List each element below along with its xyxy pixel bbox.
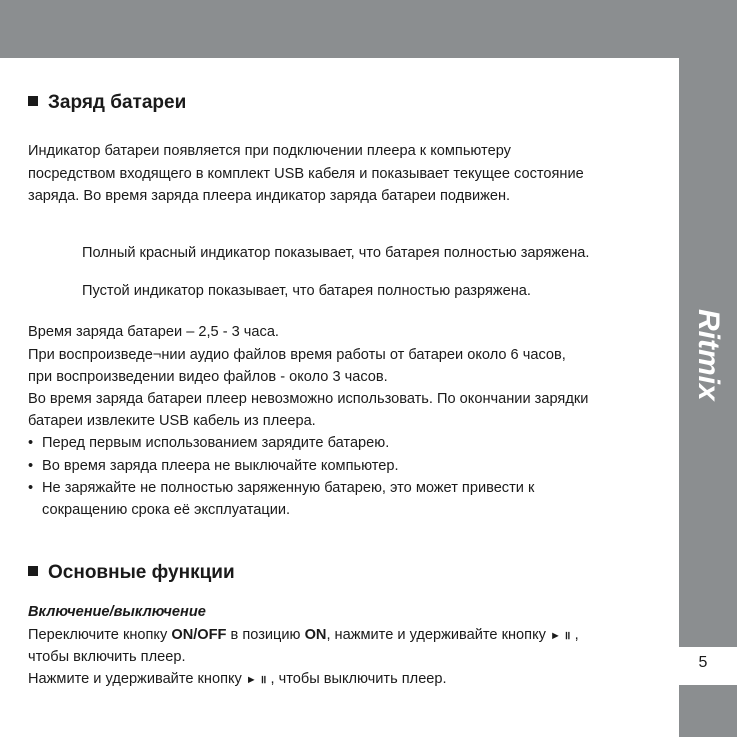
brand-text: Ritmix bbox=[692, 309, 725, 401]
indicator-full-text: Полный красный индикатор показывает, что батарея полностью заряжена. bbox=[82, 245, 590, 261]
page-number-box bbox=[679, 647, 737, 685]
bullet-dot-icon: • bbox=[28, 458, 34, 474]
subsection-title: Включение/выключение bbox=[28, 604, 206, 620]
paragraph-line: заряда. Во время заряда плеера индикатор заряда батареи подвижен. bbox=[28, 188, 511, 204]
list-item-continuation: сокращению срока её эксплуатации. bbox=[42, 502, 291, 518]
paragraph-line: При воспроизведе¬нии аудио файлов время работы от батареи около 6 часов, bbox=[28, 347, 566, 363]
square-bullet-icon bbox=[28, 566, 38, 576]
list-item: • Во время заряда плеера не выключайте компьютер. bbox=[28, 458, 399, 474]
list-item: • Не заряжайте не полностью заряженную батарею, это может привести к bbox=[28, 480, 535, 496]
paragraph-line: при воспроизведении видео файлов - около 3 часов. bbox=[28, 369, 388, 385]
paragraph-line: чтобы включить плеер. bbox=[28, 649, 186, 665]
bullet-dot-icon: • bbox=[28, 435, 34, 451]
play-pause-icon: ► ॥ bbox=[245, 674, 267, 686]
paragraph-line: посредством входящего в комплект USB кабеля и показывает текущее состояние bbox=[28, 166, 584, 182]
section-heading-battery bbox=[28, 92, 186, 114]
paragraph-line: батареи извлеките USB кабель из плеера. bbox=[28, 413, 316, 429]
heading-text: Заряд батареи bbox=[48, 92, 187, 113]
paragraph-line: Время заряда батареи – 2,5 - 3 часа. bbox=[28, 324, 279, 340]
indicator-empty-text: Пустой индикатор показывает, что батарея полностью разряжена. bbox=[82, 283, 531, 299]
square-bullet-icon bbox=[28, 96, 38, 106]
paragraph-line: Переключите кнопку ON/OFF в позицию ON, нажмите и удерживайте кнопку ► ॥ , bbox=[28, 627, 579, 643]
bullet-dot-icon: • bbox=[28, 480, 34, 496]
page-number: 5 bbox=[698, 654, 708, 671]
paragraph-line: Индикатор батареи появляется при подключении плеера к компьютеру bbox=[28, 143, 511, 159]
list-item: • Перед первым использованием зарядите батарею. bbox=[28, 435, 390, 451]
play-pause-icon: ► ॥ bbox=[549, 630, 571, 642]
top-header-bar bbox=[0, 0, 737, 58]
paragraph-line: Нажмите и удерживайте кнопку ► ॥ , чтобы выключить плеер. bbox=[28, 671, 447, 687]
paragraph-line: Во время заряда батареи плеер невозможно использовать. По окончании зарядки bbox=[28, 391, 589, 407]
ritmix-logo bbox=[679, 305, 737, 425]
section-heading-functions bbox=[28, 562, 235, 584]
heading-text: Основные функции bbox=[48, 562, 235, 583]
